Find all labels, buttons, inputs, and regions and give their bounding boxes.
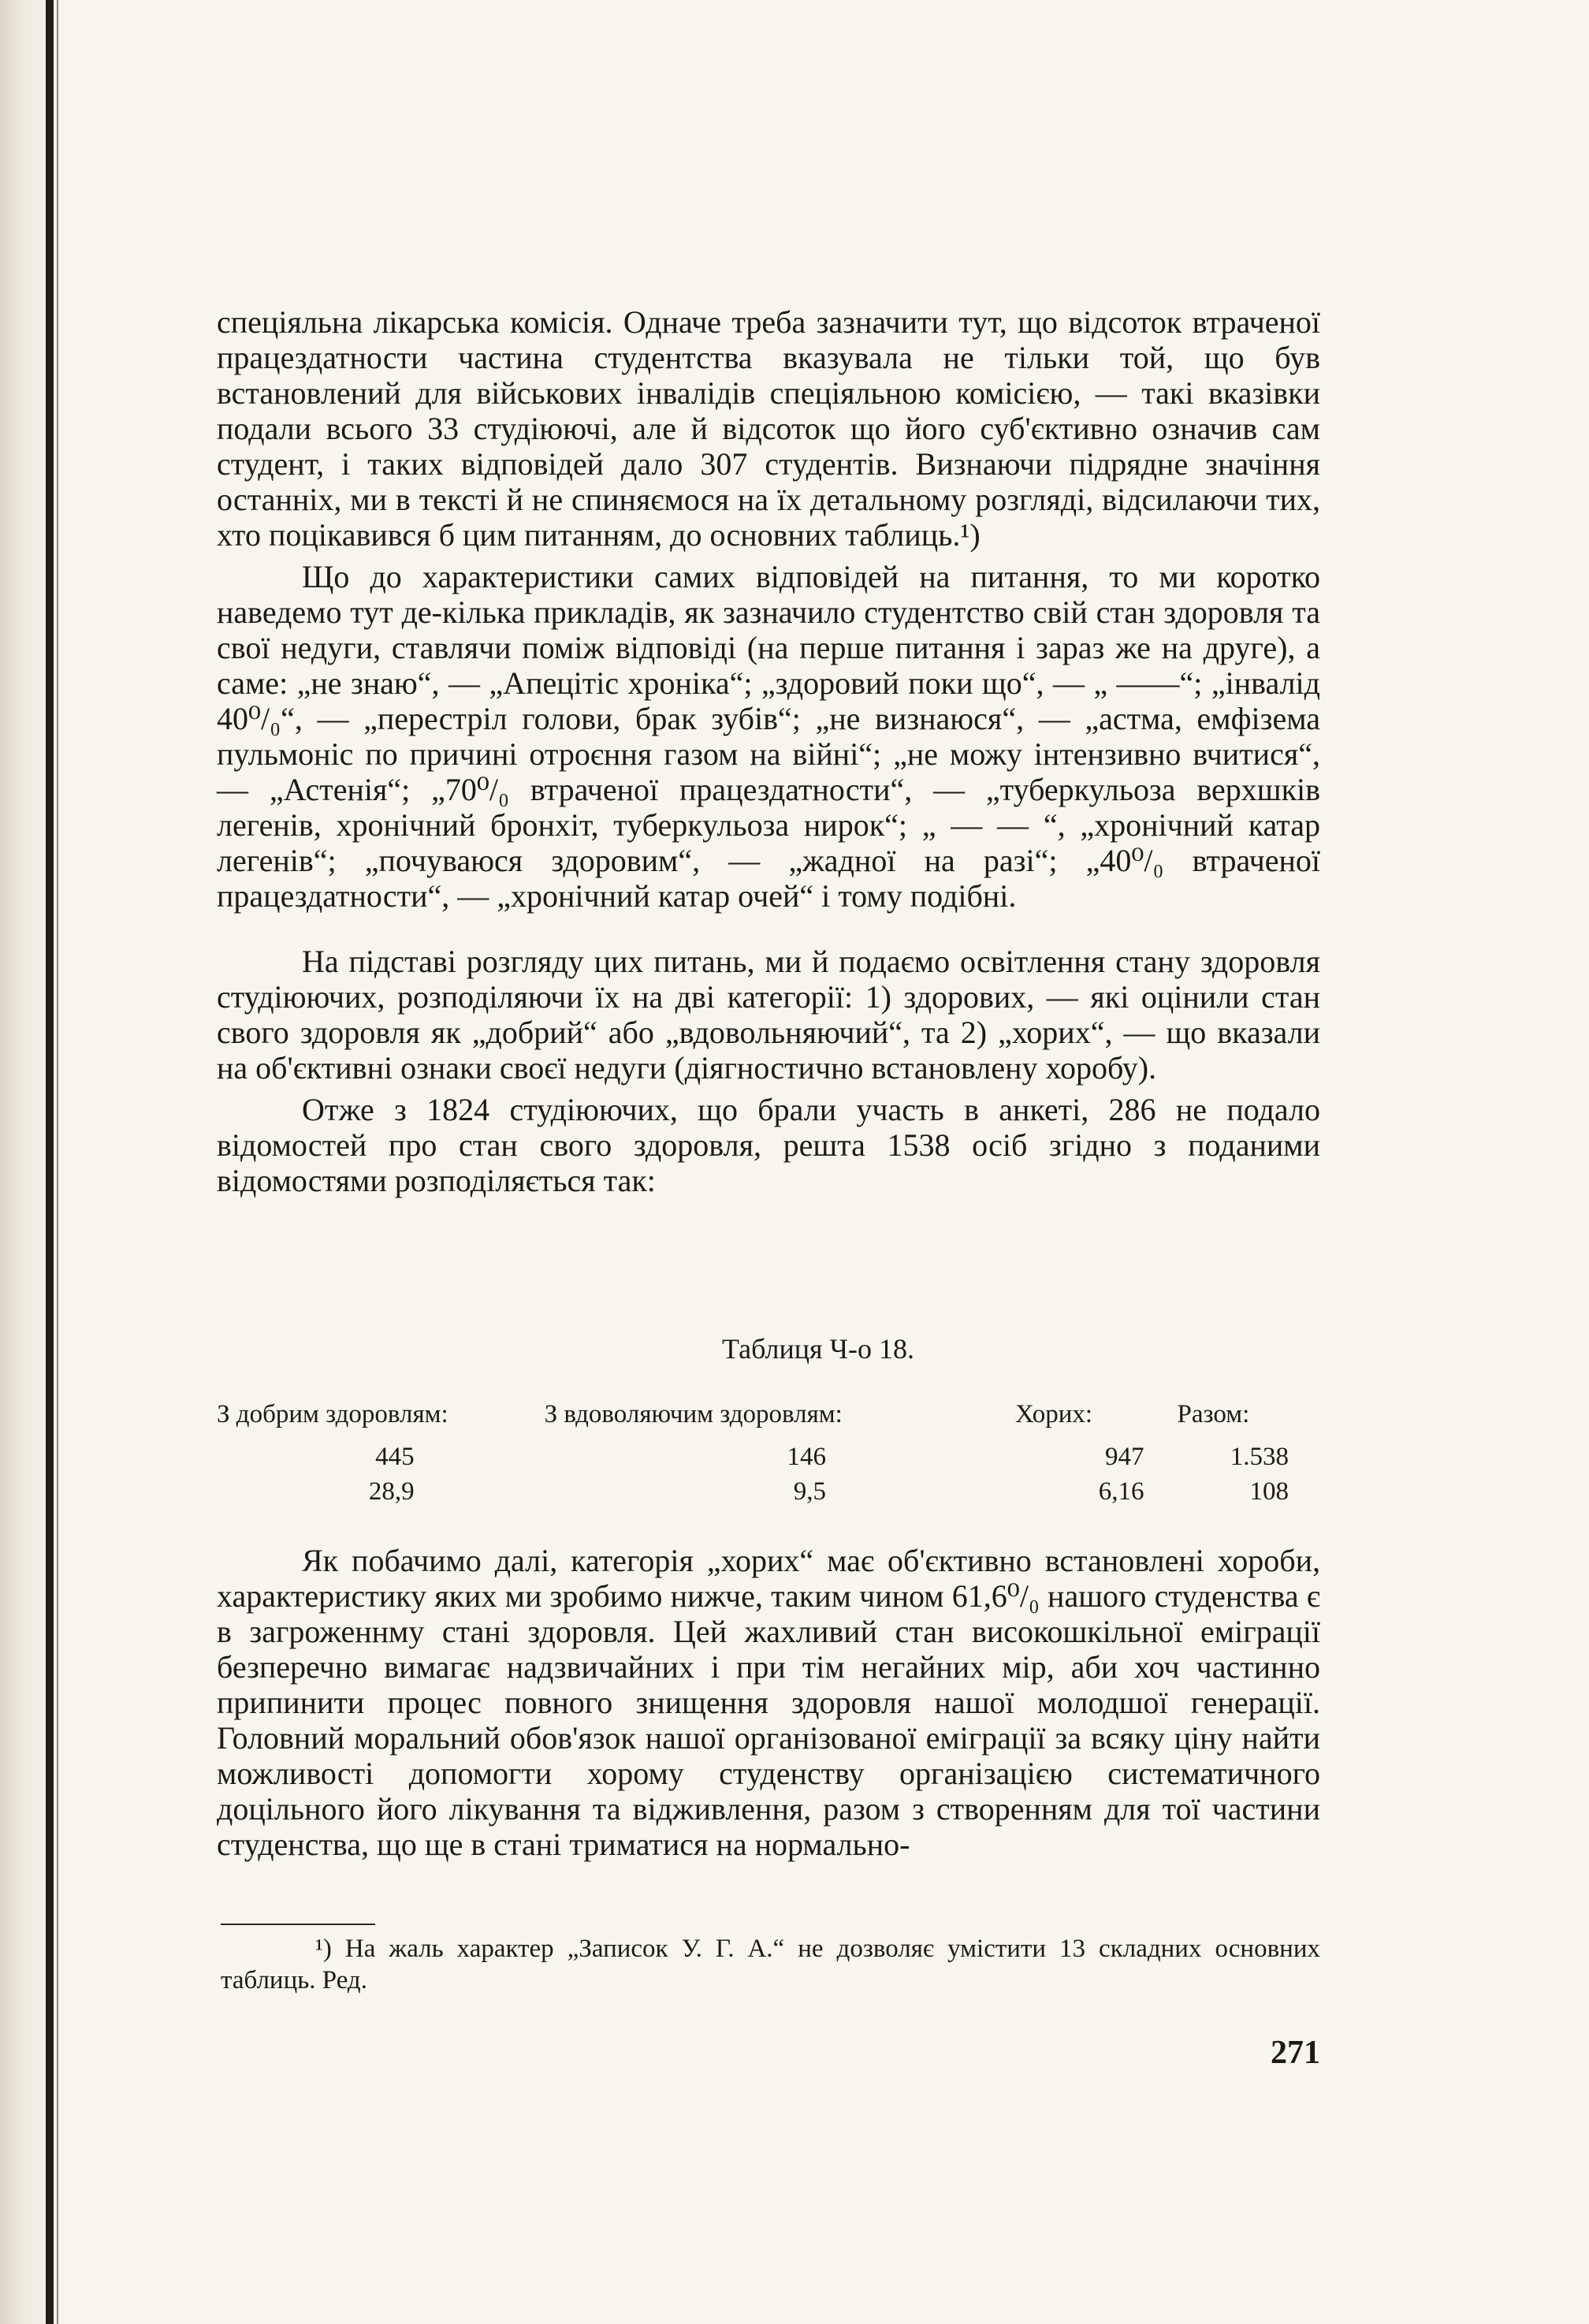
- table-header-sick: Хорих:: [1015, 1400, 1093, 1428]
- table-header-good: З добрим здоровлям:: [217, 1400, 448, 1428]
- main-text-bottom: [217, 1543, 1320, 1862]
- table-header-row: [217, 1397, 1320, 1439]
- table-cell: 1.538: [1230, 1443, 1289, 1471]
- table-cell: 6,16: [1098, 1477, 1144, 1506]
- table-cell: 108: [1249, 1477, 1289, 1506]
- paragraph-3: На підставі розгляду цих питань, ми й подаємо освітлення стану здоровля студіюючих, розподіляючи їх на дві категорії: 1) здорових, — які оцінили стан свого здоровля як „добрий“ або „вдовольняючий“, та 2) „хорих“, — що вказали на об'єктивні ознаки своєї недуги (діягностично встановлену хоробу).: [217, 944, 1320, 1086]
- table-cell: 445: [375, 1443, 415, 1471]
- paragraph-4: Отже з 1824 студіюючих, що брали участь в анкеті, 286 не подало відомостей про стан свого здоровля, решта 1538 осіб згідно з поданими відомостями розподіляється так:: [217, 1092, 1320, 1198]
- table-cell: 947: [1105, 1443, 1144, 1471]
- table-caption: [0, 1332, 1589, 1365]
- table-row: [217, 1439, 1320, 1474]
- paragraph-5: Як побачимо далі, категорія „хорих“ має об'єктивно встановлені хороби, характеристику яких ми зробимо нижче, таким чином 61,6⁰/₀ нашого студенства є в загроженнму стані здоровля. Цей жахливий стан високошкільної еміграції безперечно вимагає надзвичайних і при тім негайних мір, аби хоч частинно припинити процес повного знищення здоровля нашої молодшої генерації. Головний моральний обов'язок нашої організованої еміграції за всяку ціну найти можливості допомогти хорому студенству організацією систематичного доцільного його лікування та відживлення, разом з створенням для тої частини студенства, що ще в стані триматися на нормально-: [217, 1543, 1320, 1862]
- page-binding-edge: [46, 0, 54, 2324]
- paragraph-1: спеціяльна лікарська комісія. Одначе треба зазначити тут, що відсоток втраченої працездатности частина студентства вказувала не тільки той, що був встановлений для військових інвалідів спеціяльною комісією, — такі вказівки подали всього 33 студіюючі, але й відсоток що його суб'єктивно означив сам студент, і таких відповідей дало 307 студентів. Визнаючи підрядне значіння останніх, ми в тексті й не спиняємося на їх детальному розгляді, відсилаючи тих, хто поцікавився б цим питанням, до основних таблиць.¹): [217, 304, 1320, 553]
- footnote-text: ¹) На жаль характер „Записок У. Г. А.“ не дозволяє умістити 13 складних основних таблиць. Ред.: [221, 1935, 1320, 1994]
- table-header-total: Разом:: [1177, 1400, 1250, 1428]
- table-cell: 28,9: [368, 1477, 415, 1506]
- paragraph-2: Що до характеристики самих відповідей на питання, то ми коротко наведемо тут де-кілька прикладів, як зазначило студентство свій стан здоровля та свої недуги, ставлячи поміж відповіді (на перше питання і зараз же на друге), а саме: „не знаю“, — „Апецітіс хроніка“; „здоровий поки що“, — „ ——“; „інвалід 40⁰/₀“, — „перестріл голови, брак зубів“; „не визнаюся“, — „астма, емфізема пульмоніс по причині отроєння газом на війні“; „не можу інтензивно вчитися“, — „Астенія“; „70⁰/₀ втраченої працездатности“, — „туберкульоза верхшків легенів, хронічний бронхіт, туберкульоза нирок“; „ — — “, „хронічний катар легенів“; „почуваюся здоровим“, — „жадної на разі“; „40⁰/₀ втраченої працездатности“, — „хронічний катар очей“ і тому подібні.: [217, 559, 1320, 914]
- main-text-top: [217, 304, 1320, 1198]
- page-binding-edge-thin: [57, 0, 58, 2324]
- table-cell: 146: [787, 1443, 827, 1471]
- footnote: [221, 1933, 1320, 1996]
- footnote-divider: [221, 1924, 375, 1925]
- table-row: [217, 1474, 1320, 1509]
- page-number: 271: [1271, 2035, 1320, 2071]
- health-table: [217, 1397, 1320, 1509]
- table-caption-text: Таблиця Ч-о 18.: [722, 1333, 914, 1365]
- table-cell: 9,5: [793, 1477, 827, 1506]
- table-header-satisfactory: З вдоволяючим здоровлям:: [544, 1400, 843, 1428]
